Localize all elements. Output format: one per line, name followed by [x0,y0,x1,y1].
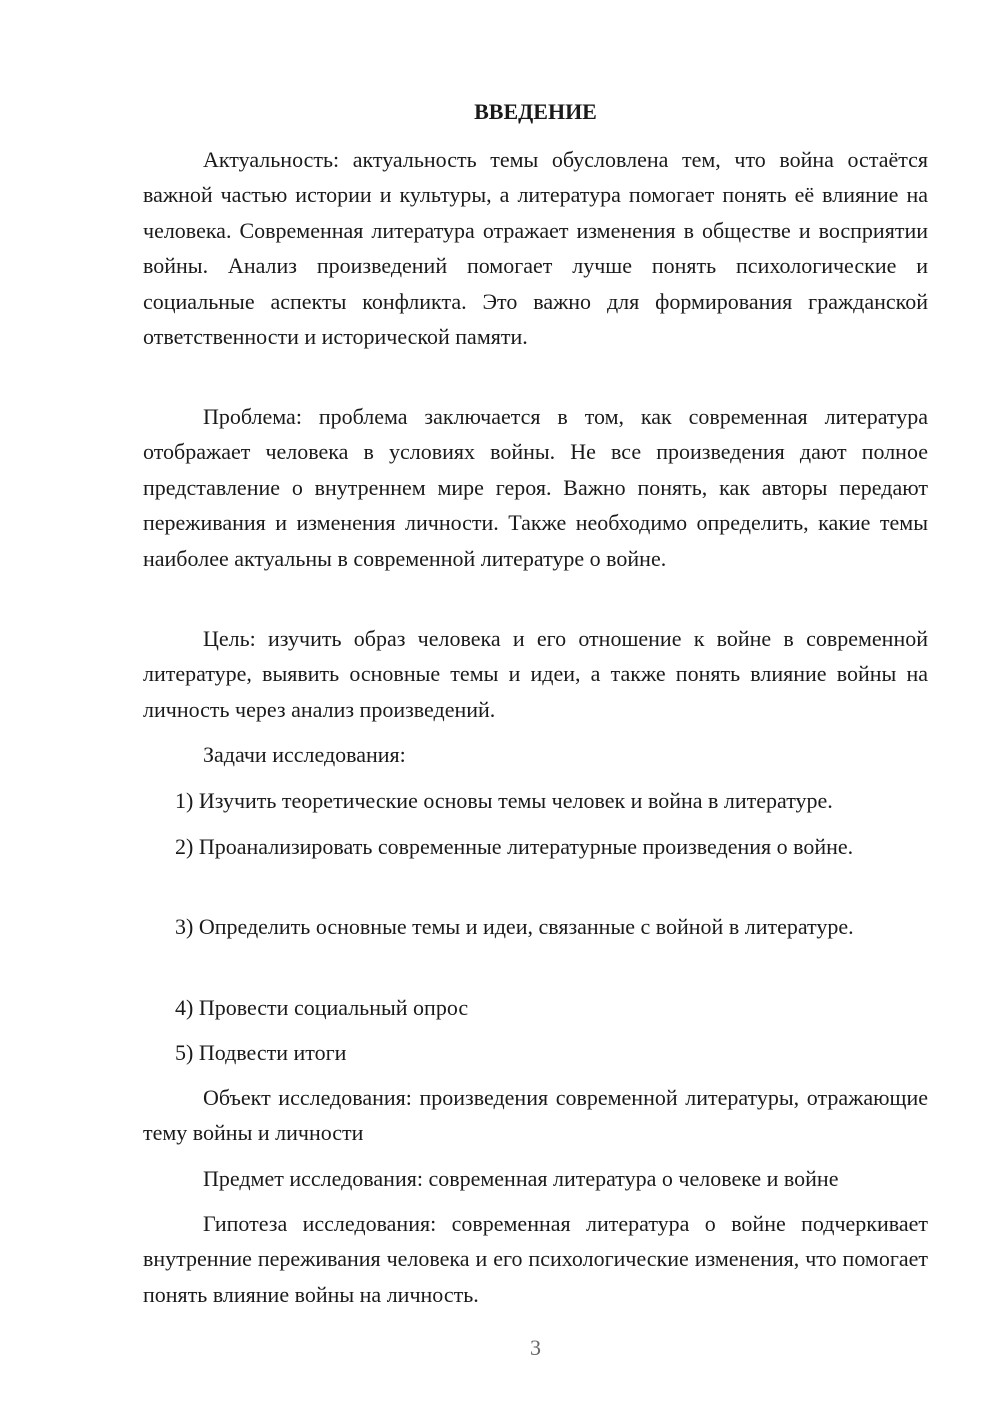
task-item-5: 5) Подвести итоги [175,1040,347,1065]
paragraph-object: Объект исследования: произведения современной литературы, отражающие тему войны и личности [143,1085,928,1146]
task-item-1: 1) Изучить теоретические основы темы человек и война в литературе. [175,788,833,813]
paragraph-goal: Цель: изучить образ человека и его отношение к войне в современной литературе, выявить основные темы и идеи, а также понять влияние войны на личность через анализ произведений. [143,626,928,722]
task-item-2: 2) Проанализировать современные литературные произведения о войне. [175,834,854,859]
page-title: ВВЕДЕНИЕ [474,99,597,124]
task-item-4: 4) Провести социальный опрос [175,995,469,1020]
page-number: 3 [530,1335,541,1360]
paragraph-tasks-heading: Задачи исследования: [203,742,406,767]
task-item-3: 3) Определить основные темы и идеи, связанные с войной в литературе. [175,914,854,939]
paragraph-hypothesis: Гипотеза исследования: современная литература о войне подчеркивает внутренние переживания человека и его психологические изменения, что помогает понять влияние войны на личность. [143,1211,928,1307]
paragraph-subject: Предмет исследования: современная литература о человеке и войне [203,1166,839,1191]
paragraph-problem: Проблема: проблема заключается в том, как современная литература отображает человека в условиях войны. Не все произведения дают полное представление о внутреннем мире героя. Важно понять, как авторы передают переживания и изменения личности. Также необходимо определить, какие темы наиболее актуальны в современной литературе о войне. [143,404,928,571]
paragraph-relevance: Актуальность: актуальность темы обусловлена тем, что война остаётся важной частью истории и культуры, а литература помогает понять её влияние на человека. Современная литература отражает изменения в обществе и восприятии войны. Анализ произведений помогает лучше понять психологические и социальные аспекты конфликта. Это важно для формирования гражданской ответственности и исторической памяти. [143,147,928,350]
